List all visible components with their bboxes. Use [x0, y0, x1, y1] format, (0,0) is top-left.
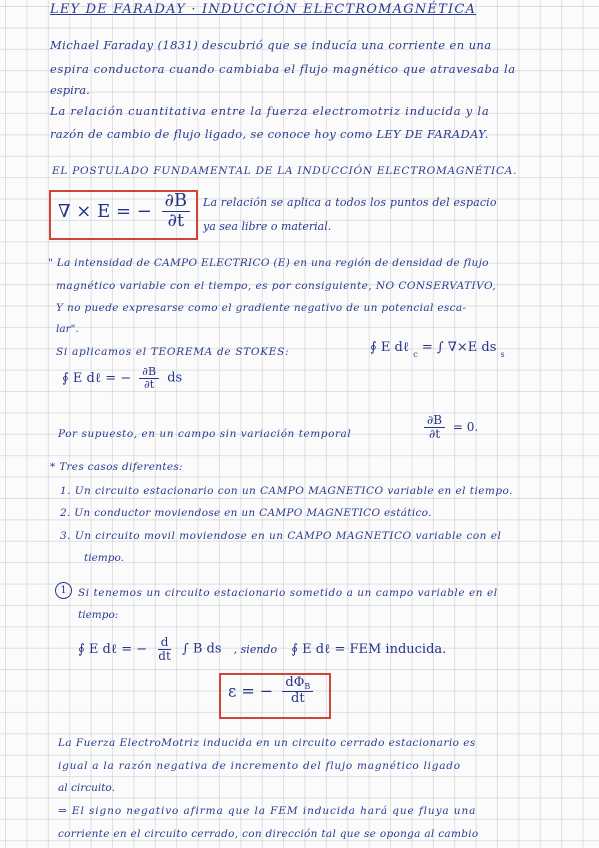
stokes-text: Si aplicamos el TEOREMA de STOKES: — [56, 346, 290, 358]
emf-eq-fraction — [282, 676, 313, 706]
curl-equation — [58, 192, 194, 231]
intro-line-5: razón de cambio de flujo ligado, se conoce hoy como LEY DE FARADAY. — [50, 127, 489, 141]
page-title: LEY DE FARADAY · INDUCCIÓN ELECTROMAGNÉTICA — [50, 2, 477, 17]
emf-eq-num-sub: B — [304, 682, 311, 691]
case-1-number-circle — [55, 582, 72, 599]
curl-note-line-2: ya sea libre o material. — [203, 220, 332, 233]
case-item-2: 2. Un conductor moviendose en un CAMPO MAGNETICO estático. — [60, 507, 432, 519]
curl-note-line-1: La relación se aplica a todos los puntos del espacio — [203, 196, 497, 209]
case-1-eq-num: d — [158, 636, 172, 650]
closing-line-2: igual a la razón negativa de incremento del flujo magnético ligado — [58, 760, 461, 772]
case-1-equation — [78, 636, 446, 662]
postulado-heading: EL POSTULADO FUNDAMENTAL DE LA INDUCCIÓN ELECTROMAGNÉTICA. — [52, 165, 518, 177]
case-1-eq-fraction — [155, 636, 174, 662]
case-1-eq-den: dt — [158, 648, 171, 663]
case-1-eq-siendo: , siendo — [233, 642, 278, 656]
static-case-tail: = 0. — [452, 420, 479, 435]
quote-line-2: magnético variable con el tiempo, es por consiguiente, NO CONSERVATIVO, — [56, 280, 497, 292]
case-item-3-cont: tiempo. — [84, 552, 124, 564]
case-1-eq-mid: ∫ B ds — [181, 641, 222, 657]
curl-eq-num: ∂B — [162, 192, 191, 212]
case-1-eq-rhs: ∮ E dℓ = FEM inducida. — [291, 642, 447, 658]
case-1-number: 1 — [60, 585, 67, 596]
stokes-eq1-lhs: ∮ E dℓ — [370, 340, 410, 355]
stokes-eq2-lhs: ∮ E dℓ = − — [62, 371, 132, 387]
stokes-eq1-sub-s: s — [500, 350, 505, 359]
emf-eq-den: dt — [291, 691, 305, 707]
stokes-eq1-rhs: ∫ ∇×E ds — [436, 340, 497, 355]
quote-line-4: lar". — [56, 323, 79, 335]
stokes-eq2 — [62, 366, 182, 390]
curl-eq-den: ∂t — [167, 209, 185, 231]
quote-line-3: Y no puede expresarse como el gradiente negativo de un potencial esca- — [56, 302, 467, 314]
intro-line-2: espira conductora cuando cambiaba el flujo magnético que atravesaba la — [50, 62, 516, 76]
intro-line-3: espira. — [50, 83, 90, 97]
intro-line-4: La relación cuantitativa entre la fuerza electromotriz inducida y la — [50, 104, 490, 118]
intro-line-1: Michael Faraday (1831) descubrió que se inducía una corriente en una — [50, 38, 492, 52]
curl-eq-fraction — [162, 192, 191, 231]
closing-line-4: ⇒ El signo negativo afirma que la FEM inducida hará que fluya una — [58, 805, 477, 817]
case-item-3: 3. Un circuito movil moviendose en un CAMPO MAGNETICO variable con el — [60, 530, 502, 542]
curl-eq-lhs: ∇ × E = − — [58, 200, 152, 222]
closing-line-3: al circuito. — [58, 782, 115, 794]
case-1-text-1: Si tenemos un circuito estacionario sometido a un campo variable en el — [78, 587, 498, 599]
closing-line-1: La Fuerza ElectroMotriz inducida en un circuito cerrado estacionario es — [58, 737, 476, 749]
quote-line-1: " La intensidad de CAMPO ELECTRICO (E) en una región de densidad de flujo — [48, 257, 489, 269]
cases-heading: * Tres casos diferentes: — [50, 461, 183, 473]
emf-eq-lhs: ε = − — [228, 681, 274, 701]
static-case-num: ∂B — [424, 414, 445, 428]
stokes-eq2-fraction — [139, 366, 159, 390]
stokes-eq2-den: ∂t — [144, 377, 155, 391]
stokes-eq1 — [370, 339, 505, 359]
stokes-eq2-num: ∂B — [139, 366, 159, 379]
stokes-eq2-tail: ds — [167, 370, 183, 386]
static-case-eq — [420, 414, 478, 440]
stokes-eq1-equals: = — [421, 340, 437, 355]
case-1-text-2: tiempo: — [78, 609, 119, 621]
static-case-fraction — [424, 414, 445, 440]
stokes-eq1-sub-c: c — [413, 350, 418, 359]
emf-eq-num-wrap — [282, 676, 313, 692]
static-case-text: Por supuesto, en un campo sin variación temporal — [58, 428, 352, 440]
case-item-1: 1. Un circuito estacionario con un CAMPO MAGNETICO variable en el tiempo. — [60, 485, 513, 497]
case-1-eq-lhs: ∮ E dℓ = − — [78, 642, 148, 658]
emf-equation — [228, 676, 317, 706]
static-case-den: ∂t — [429, 426, 441, 441]
emf-eq-num: dΦ — [285, 675, 305, 690]
closing-line-5: corriente en el circuito cerrado, con dirección tal que se oponga al cambio — [58, 828, 479, 840]
